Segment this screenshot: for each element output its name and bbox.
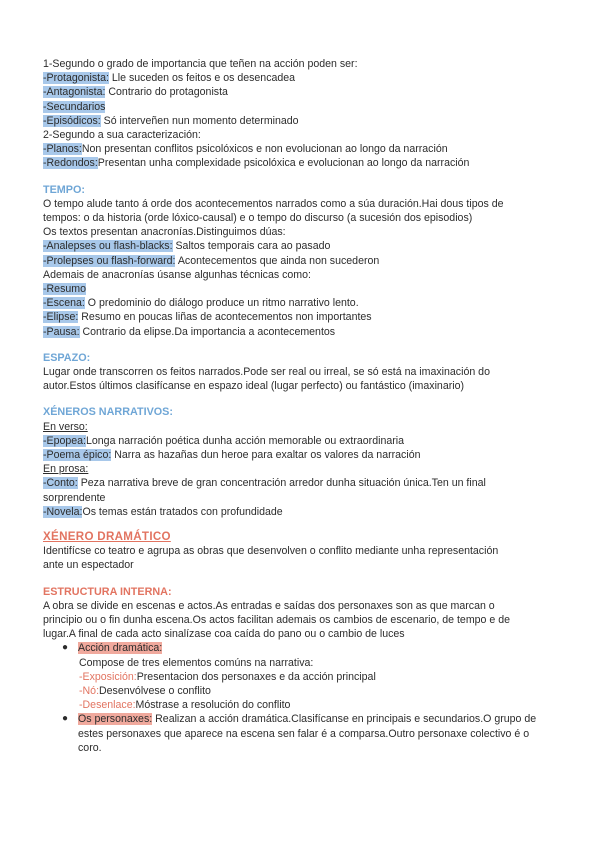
- term-definition: Longa narración poética dunha acción memorable ou extraordinaria: [86, 434, 405, 447]
- highlighted-term: -Analepses ou flash-blacks:: [43, 240, 173, 253]
- bullet-icon: ●: [62, 642, 69, 654]
- term-definition: Non presentan conflitos psicolóxicos e non evolucionan ao longo da narración: [81, 143, 448, 156]
- highlighted-term: -Epopea:: [43, 434, 86, 447]
- paragraph-line: autor.Estos últimos clasifícanse en espazo ideal (lugar perfecto) ou fantástico (imaxinario): [43, 380, 465, 393]
- term-definition: Os temas están tratados con profundidade: [82, 505, 283, 518]
- paragraph-line: principio ou o fin dunha escena.Os actos facilitan ademais os cambios de escenario, de tempo e de: [43, 613, 510, 626]
- highlighted-term: -Poema épico:: [43, 449, 112, 462]
- list-item: [43, 142, 563, 156]
- term-definition: Realizan a acción dramática.Clasifícanse en principais e secundarios.O grupo de: [152, 713, 537, 726]
- section-heading-espazo: ESPAZO:: [43, 351, 91, 364]
- term-definition: Saltos temporais cara ao pasado: [172, 240, 331, 253]
- list-item: [43, 698, 563, 712]
- list-item: [43, 310, 563, 324]
- section-heading-dramatico: XÉNERO DRAMÁTICO: [43, 530, 171, 544]
- term-definition: Acontecementos que ainda non sucederon: [175, 254, 380, 267]
- term-definition-continued: coro.: [78, 741, 102, 754]
- red-term: -Desenlace:: [79, 699, 136, 712]
- highlighted-term: -Conto:: [43, 477, 78, 490]
- highlighted-term: -Protagonista:: [43, 72, 109, 85]
- document-page: [43, 57, 563, 755]
- term-definition: Só interveñen nun momento determinado: [100, 114, 299, 127]
- highlighted-term: -Novela:: [43, 505, 83, 518]
- highlighted-term: -Escena:: [43, 297, 85, 310]
- classification-intro-1: 1-Segundo o grado de importancia que teñen na acción poden ser:: [43, 58, 358, 70]
- list-item: [43, 476, 563, 490]
- term-definition: Presentan unha complexidade psicolóxica e evolucionan ao longo da narración: [97, 157, 470, 170]
- highlighted-term: Os personaxes:: [78, 713, 153, 726]
- term-definition-continued: sorprendente: [43, 491, 106, 504]
- list-item: [43, 282, 563, 296]
- list-item: [43, 85, 563, 99]
- highlighted-term: -Resumo: [43, 283, 86, 296]
- term-definition: Lle suceden os feitos e os desencadea: [108, 72, 296, 85]
- paragraph-line: Lugar onde transcorren os feitos narrados.Pode ser real ou irreal, se só está na imaxinación do: [43, 366, 490, 379]
- paragraph-line: A obra se divide en escenas e actos.As entradas e saídas dos personaxes son as que marcan o: [43, 599, 495, 612]
- term-definition: Presentacion dos personaxes e da acción principal: [136, 670, 376, 683]
- paragraph-line: Ademais de anacronías úsanse algunhas técnicas como:: [43, 268, 311, 281]
- term-definition: Narra as hazañas dun heroe para exaltar os valores da narración: [111, 449, 421, 462]
- term-definition: O predominio do diálogo produce un ritmo narrativo lento.: [84, 297, 359, 310]
- bullet-item-personaxes: [43, 712, 563, 726]
- list-item: [43, 254, 563, 268]
- list-item: [43, 71, 563, 85]
- term-definition: Peza narrativa breve de gran concentración arredor dunha situación única.Ten un final: [77, 477, 486, 490]
- paragraph-line: Os textos presentan anacronías.Distinguimos dúas:: [43, 226, 286, 239]
- paragraph-line: lugar.A final de cada acto sinalízase coa caída do pano ou o cambio de luces: [43, 628, 405, 641]
- section-heading-xeneros: XÉNEROS NARRATIVOS:: [43, 406, 173, 419]
- list-item: [43, 684, 563, 698]
- list-item: [43, 670, 563, 684]
- paragraph-line: Compose de tres elementos comúns na narrativa:: [79, 656, 314, 669]
- highlighted-term: -Planos:: [43, 143, 82, 156]
- section-heading-estructura: ESTRUCTURA INTERNA:: [43, 585, 172, 598]
- list-item: [43, 448, 563, 462]
- red-term: -Nó:: [79, 684, 100, 697]
- paragraph-line: ante un espectador: [43, 559, 134, 572]
- highlighted-term: -Secundarios: [43, 100, 106, 113]
- highlighted-term: -Redondos:: [43, 157, 98, 170]
- list-item: [43, 505, 563, 519]
- section-heading-tempo: TEMPO:: [43, 183, 85, 196]
- term-definition-continued: estes personaxes que aparece na escena sen falar é a comparsa.Outro personaxe colectivo é o: [78, 727, 530, 740]
- list-item: [43, 325, 563, 339]
- highlighted-term: -Episódicos:: [43, 114, 101, 127]
- term-definition: Contrario do protagonista: [105, 86, 228, 99]
- highlighted-term: -Antagonista:: [43, 86, 106, 99]
- paragraph-line: tempos: o da historia (orde lóxico-causal) e o tempo do discurso (a sucesión dos episodios): [43, 212, 473, 225]
- list-item: [43, 156, 563, 170]
- list-item: [43, 296, 563, 310]
- highlighted-term: -Pausa:: [43, 325, 80, 338]
- term-definition: Resumo en poucas liñas de acontecementos non importantes: [78, 311, 372, 324]
- term-definition: Móstrase a resolución do conflito: [135, 699, 291, 712]
- bullet-item-accion: [43, 641, 563, 655]
- subheading-prosa: En prosa:: [43, 463, 89, 476]
- paragraph-line: Identifícse co teatro e agrupa as obras que desenvolven o conflito mediante unha representación: [43, 545, 499, 558]
- subheading-verso: En verso:: [43, 420, 88, 433]
- list-item: [43, 100, 563, 114]
- red-term: -Exposición:: [79, 670, 137, 683]
- list-item: [43, 239, 563, 253]
- list-item: [43, 434, 563, 448]
- paragraph-line: O tempo alude tanto á orde dos acontecementos narrados como a súa duración.Hai dous tipos de: [43, 197, 504, 210]
- bullet-icon: ●: [62, 713, 69, 725]
- term-definition: Contrario da elipse.Da importancia a acontecementos: [79, 325, 336, 338]
- highlighted-term: -Elipse:: [43, 311, 79, 324]
- list-item: [43, 114, 563, 128]
- highlighted-term: Acción dramática:: [78, 642, 163, 655]
- term-definition: Desenvólvese o conflito: [99, 684, 211, 697]
- classification-intro-2: 2-Segundo a sua caracterización:: [43, 129, 201, 142]
- highlighted-term: -Prolepses ou flash-forward:: [43, 254, 176, 267]
